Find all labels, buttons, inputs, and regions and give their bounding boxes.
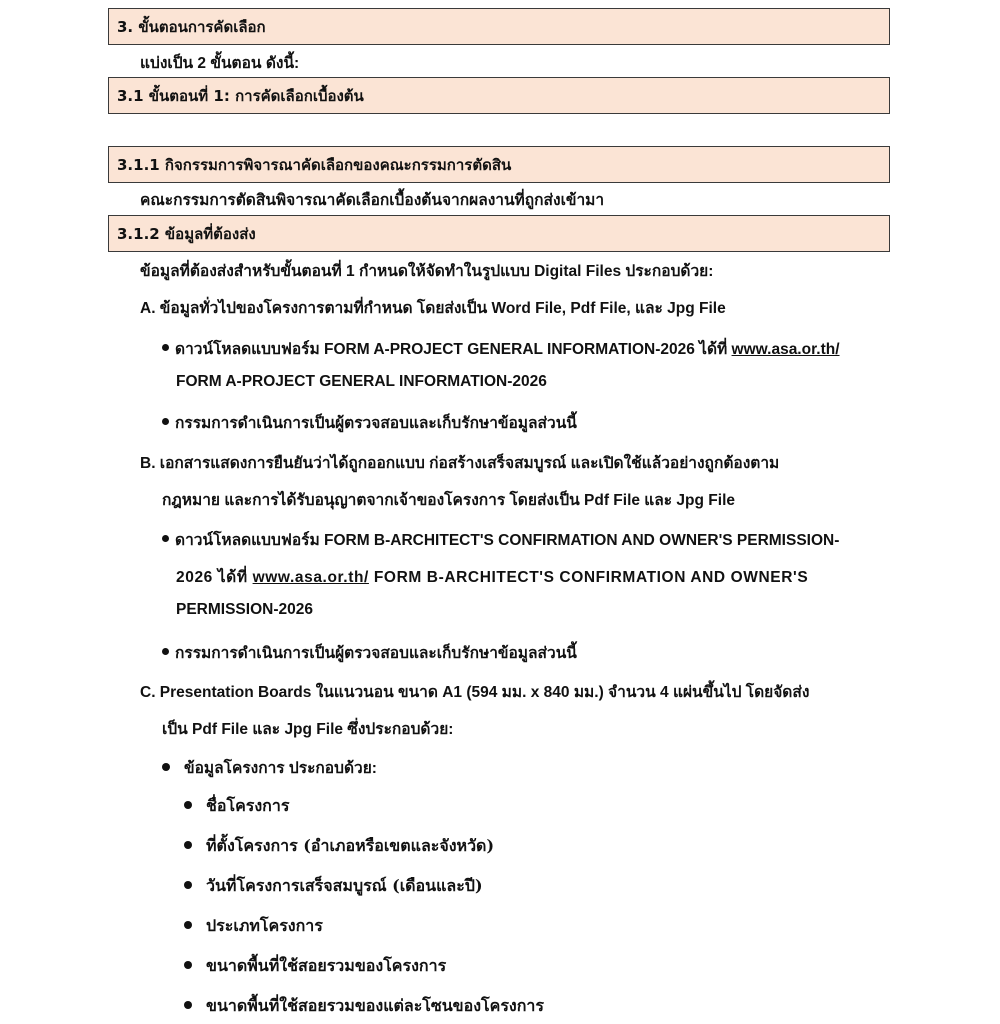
section-3-heading	[108, 8, 890, 45]
section-3-intro: แบ่งเป็น 2 ขั้นตอน ดังนี้:	[140, 55, 300, 72]
item-b-line-2: กฎหมาย และการได้รับอนุญาตจากเจ้าของโครงการ โดยส่งเป็น Pdf File และ Jpg File	[162, 492, 735, 509]
bullet-icon	[162, 344, 169, 351]
item-c-line-1: C. Presentation Boards ในแนวนอน ขนาด A1 (594 มม. x 840 มม.) จำนวน 4 แผ่นขึ้นไป โดยจัดส่ง	[140, 684, 810, 701]
bullet-icon	[184, 801, 192, 809]
item-b-bullet-1-line-3: PERMISSION-2026	[176, 601, 313, 618]
bullet-icon	[184, 881, 192, 889]
section-3-1-1-heading	[108, 146, 890, 183]
bullet-icon	[162, 763, 170, 771]
sub-item-6: ขนาดพื้นที่ใช้สอยรวมของแต่ละโซนของโครงการ	[184, 994, 544, 1019]
bullet-icon	[162, 418, 169, 425]
item-a-text: A. ข้อมูลทั่วไปของโครงการตามที่กำหนด โดยส่งเป็น Word File, Pdf File, และ Jpg File	[140, 300, 726, 317]
section-3-1-2-title: 3.1.2 ข้อมูลที่ต้องส่ง	[117, 224, 256, 243]
item-b-bullet-1: ดาวน์โหลดแบบฟอร์ม FORM B-ARCHITECT'S CONFIRMATION AND OWNER'S PERMISSION-	[162, 527, 839, 552]
sub-item-1: ชื่อโครงการ	[184, 794, 289, 819]
sub-item-5: ขนาดพื้นที่ใช้สอยรวมของโครงการ	[184, 954, 446, 979]
section-3-1-1-body: คณะกรรมการตัดสินพิจารณาคัดเลือกเบื้องต้นจากผลงานที่ถูกส่งเข้ามา	[140, 192, 605, 209]
section-3-1-2-body: ข้อมูลที่ต้องส่งสำหรับขั้นตอนที่ 1 กำหนดให้จัดทำในรูปแบบ Digital Files ประกอบด้วย:	[140, 263, 714, 280]
sub-item-2: ที่ตั้งโครงการ (อำเภอหรือเขตและจังหวัด)	[184, 834, 494, 859]
bullet-icon	[184, 921, 192, 929]
item-b-bullet-2: กรรมการดำเนินการเป็นผู้ตรวจสอบและเก็บรักษาข้อมูลส่วนนี้	[162, 640, 577, 665]
section-3-1-title: 3.1 ขั้นตอนที่ 1: การคัดเลือกเบื้องต้น	[117, 86, 364, 105]
section-3-1-heading	[108, 77, 890, 114]
asa-link[interactable]: www.asa.or.th/	[252, 569, 369, 586]
bullet-icon	[184, 961, 192, 969]
item-a-bullet-1-cont: FORM A-PROJECT GENERAL INFORMATION-2026	[176, 373, 547, 390]
item-c-sub-heading: ข้อมูลโครงการ ประกอบด้วย:	[162, 755, 377, 780]
section-3-title: 3. ขั้นตอนการคัดเลือก	[117, 17, 266, 36]
bullet-icon	[184, 841, 192, 849]
item-c-line-2: เป็น Pdf File และ Jpg File ซึ่งประกอบด้วย:	[162, 721, 454, 738]
bullet-icon	[162, 648, 169, 655]
sub-item-4: ประเภทโครงการ	[184, 914, 323, 939]
item-b-line-1: B. เอกสารแสดงการยืนยันว่าได้ถูกออกแบบ ก่อสร้างเสร็จสมบูรณ์ และเปิดใช้แล้วอย่างถูกต้องตาม	[140, 455, 780, 472]
sub-item-3: วันที่โครงการเสร็จสมบูรณ์ (เดือนและปี)	[184, 874, 483, 899]
asa-link[interactable]: www.asa.or.th/	[731, 341, 840, 358]
section-3-1-2-heading	[108, 215, 890, 252]
item-a-bullet-2: กรรมการดำเนินการเป็นผู้ตรวจสอบและเก็บรักษาข้อมูลส่วนนี้	[162, 410, 577, 435]
item-a-bullet-1: ดาวน์โหลดแบบฟอร์ม FORM A-PROJECT GENERAL INFORMATION-2026 ได้ที่ www.asa.or.th/	[162, 336, 840, 361]
section-3-1-1-title: 3.1.1 กิจกรรมการพิจารณาคัดเลือกของคณะกรรมการตัดสิน	[117, 155, 512, 174]
bullet-icon	[184, 1001, 192, 1009]
bullet-icon	[162, 535, 169, 542]
item-b-bullet-1-line-2: 2026 ได้ที่ www.asa.or.th/ FORM B-ARCHITECT'S CONFIRMATION AND OWNER'S	[176, 569, 809, 586]
